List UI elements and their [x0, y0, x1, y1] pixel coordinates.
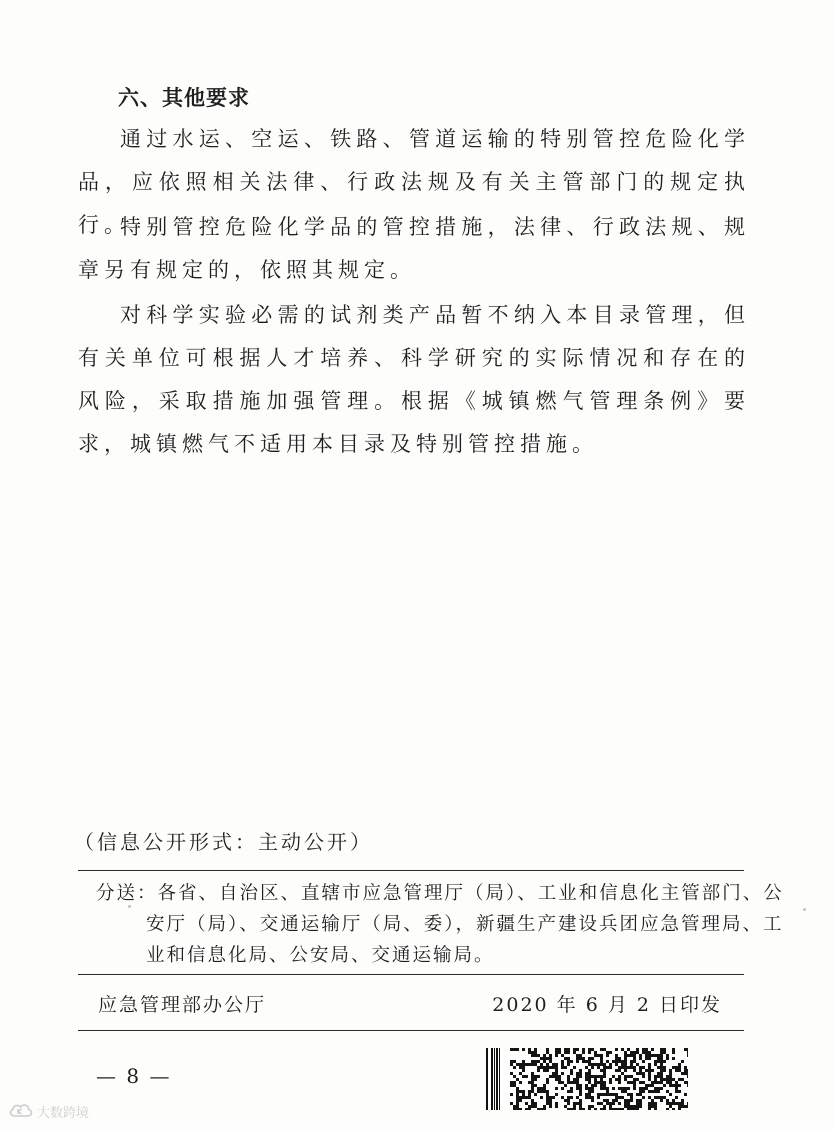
distribution-line: 分送：各省、自治区、直辖市应急管理厅（局）、工业和信息化主管部门、公	[96, 883, 784, 904]
disclosure-note: （信息公开形式：主动公开）	[74, 830, 373, 854]
scan-speck	[803, 908, 806, 911]
barcode-icon	[486, 1048, 688, 1110]
paragraph-control-measures: 特别管控危险化学品的管控措施，法律、行政法规、规章另有规定的，依照其规定。	[78, 215, 750, 282]
page-number: — 8 —	[96, 1064, 172, 1088]
paragraph-reagents: 对科学实验必需的试剂类产品暂不纳入本目录管理，但有关单位可根据人才培养、科学研究的实际情况和存在的风险，采取措施加强管理。根据《城镇燃气管理条例》要求，城镇燃气不适用本目录及特别管控措施。	[78, 303, 750, 456]
scan-speck	[128, 905, 131, 908]
section-heading: 六、其他要求	[118, 86, 250, 110]
issuer: 应急管理部办公厅	[98, 994, 267, 1016]
paragraph-transport: 通过水运、空运、铁路、管道运输的特别管控危险化学品，应依照相关法律、行政法规及有关主管部门的规定执行。	[78, 127, 750, 237]
divider-bottom	[78, 1030, 744, 1031]
distribution-line: 安厅（局）、交通运输厅（局、委），新疆生产建设兵团应急管理局、工	[146, 914, 784, 935]
cloud-k-logo-icon	[8, 1101, 34, 1121]
distribution-list	[96, 878, 784, 971]
watermark-text: 大数跨境	[37, 1105, 90, 1121]
divider-top	[78, 870, 744, 871]
watermark	[8, 1101, 89, 1121]
issue-date: 2020 年 6 月 2 日印发	[492, 994, 722, 1016]
divider-middle	[78, 974, 744, 975]
distribution-line: 业和信息化局、公安局、交通运输局。	[146, 945, 495, 966]
